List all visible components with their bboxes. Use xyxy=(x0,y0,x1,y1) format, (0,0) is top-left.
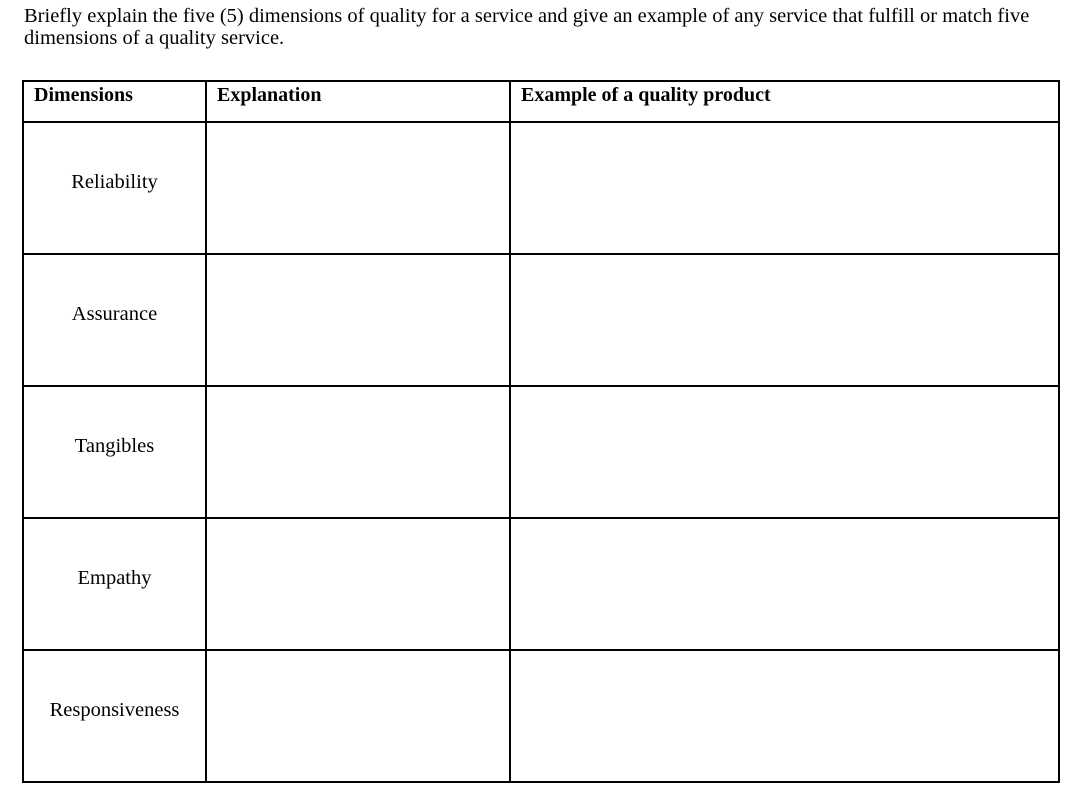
dimension-cell-assurance: Assurance xyxy=(23,254,206,386)
table-row xyxy=(23,650,1059,782)
example-cell[interactable] xyxy=(510,122,1059,254)
example-cell[interactable] xyxy=(510,386,1059,518)
header-dimensions: Dimensions xyxy=(23,81,206,122)
explanation-cell[interactable] xyxy=(206,254,510,386)
table-row xyxy=(23,386,1059,518)
table-row xyxy=(23,122,1059,254)
dimensions-table xyxy=(22,80,1060,783)
explanation-cell[interactable] xyxy=(206,122,510,254)
dimension-cell-reliability: Reliability xyxy=(23,122,206,254)
table-row xyxy=(23,518,1059,650)
header-example: Example of a quality product xyxy=(510,81,1059,122)
example-cell[interactable] xyxy=(510,518,1059,650)
dimension-cell-tangibles: Tangibles xyxy=(23,386,206,518)
question-text: Briefly explain the five (5) dimensions of quality for a service and give an example of any service that fulfill or match five dimensions of a quality service. xyxy=(24,5,1030,49)
dimension-cell-responsiveness: Responsiveness xyxy=(23,650,206,782)
example-cell[interactable] xyxy=(510,254,1059,386)
dimension-cell-empathy: Empathy xyxy=(23,518,206,650)
header-explanation: Explanation xyxy=(206,81,510,122)
explanation-cell[interactable] xyxy=(206,650,510,782)
table-header-row xyxy=(23,81,1059,122)
explanation-cell[interactable] xyxy=(206,518,510,650)
example-cell[interactable] xyxy=(510,650,1059,782)
table-row xyxy=(23,254,1059,386)
explanation-cell[interactable] xyxy=(206,386,510,518)
